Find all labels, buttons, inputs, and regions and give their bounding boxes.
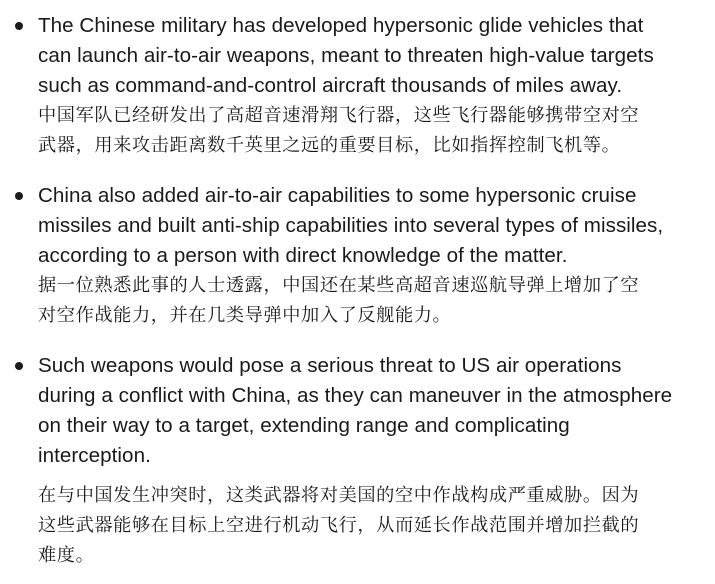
english-paragraph	[38, 181, 687, 271]
chinese-line: 中国军队已经研发出了高超音速滑翔飞行器，这些飞行器能够携带空对空	[38, 105, 640, 126]
chinese-line: 在与中国发生冲突时，这类武器将对美国的空中作战构成严重威胁。因为	[38, 485, 640, 506]
chinese-paragraph	[38, 101, 639, 161]
list-item	[0, 11, 715, 101]
english-paragraph	[38, 351, 687, 471]
english-line: The Chinese military has developed hypersonic glide vehicles that	[38, 14, 644, 37]
english-line: such as command-and-control aircraft thousands of miles away.	[38, 74, 623, 97]
chinese-line: 难度。	[38, 545, 95, 566]
chinese-paragraph	[38, 481, 639, 571]
list-item	[0, 181, 715, 271]
list-item	[0, 351, 715, 471]
english-line: according to a person with direct knowledge of the matter.	[38, 244, 568, 267]
english-line: China also added air-to-air capabilities to some hypersonic cruise	[38, 184, 637, 207]
bullet-dot-icon	[15, 22, 23, 30]
english-line: on their way to a target, extending range and complicating	[38, 414, 570, 437]
english-line: Such weapons would pose a serious threat to US air operations	[38, 354, 622, 377]
chinese-line: 这些武器能够在目标上空进行机动飞行，从而延长作战范围并增加拦截的	[38, 515, 640, 536]
english-line: can launch air-to-air weapons, meant to threaten high-value targets	[38, 44, 654, 67]
english-line: interception.	[38, 444, 151, 467]
english-paragraph	[38, 11, 687, 101]
chinese-line: 据一位熟悉此事的人士透露，中国还在某些高超音速巡航导弹上增加了空	[38, 275, 640, 296]
chinese-line: 对空作战能力，并在几类导弹中加入了反舰能力。	[38, 305, 452, 326]
english-line: missiles and built anti-ship capabilities into several types of missiles,	[38, 214, 664, 237]
english-line: during a conflict with China, as they can maneuver in the atmosphere	[38, 384, 673, 407]
bullet-dot-icon	[15, 192, 23, 200]
chinese-line: 武器，用来攻击距离数千英里之远的重要目标，比如指挥控制飞机等。	[38, 135, 621, 156]
bullet-dot-icon	[15, 362, 23, 370]
chinese-paragraph	[38, 271, 639, 331]
